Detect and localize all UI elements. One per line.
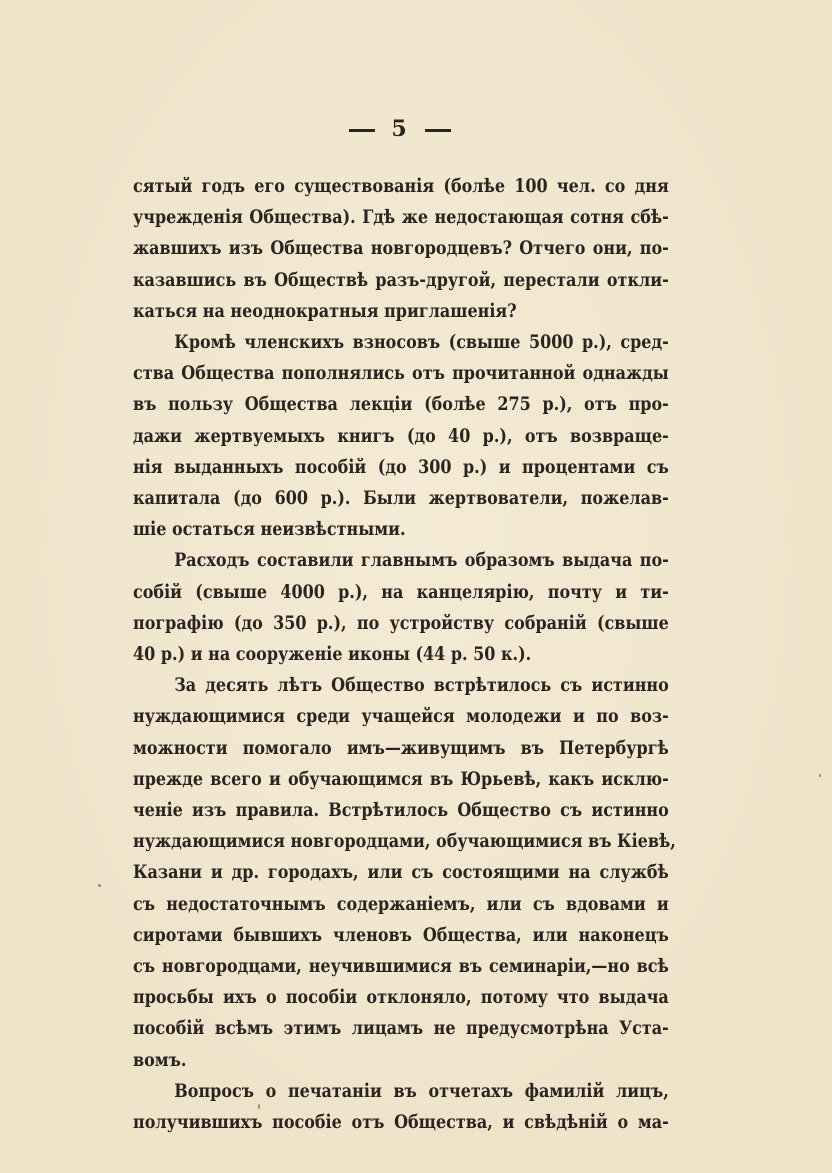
page-number-header <box>0 116 800 142</box>
text-line: нуждающимися новгородцами, обучающимися въ Кіевѣ, <box>133 831 676 853</box>
text-line: ченіе изъ правила. Встрѣтилось Общество съ истинно <box>133 800 669 822</box>
text-line: съ новгородцами, неучившимися въ семинаріи,—но всѣ <box>133 956 669 978</box>
text-line: каться на неоднократныя приглашенія? <box>133 300 517 322</box>
text-line: вомъ. <box>133 1049 187 1071</box>
right-dash <box>425 129 451 132</box>
paper-speck <box>258 1104 260 1109</box>
paragraph-3 <box>133 545 669 670</box>
paragraph-4 <box>133 670 676 1076</box>
page-number: 5 <box>391 116 409 142</box>
text-line: учрежденія Общества). Гдѣ же недостающая сотня сбѣ- <box>133 207 669 229</box>
text-line: Расходъ составили главнымъ образомъ выдача по- <box>174 550 669 572</box>
text-line: сятый годъ его существованія (болѣе 100 чел. со дня <box>133 176 669 197</box>
paragraph-2 <box>133 327 669 545</box>
text-line: капитала (до 600 р.). Были жертвователи, пожелав- <box>133 488 669 510</box>
text-line: пособій всѣмъ этимъ лицамъ не предусмотрѣна Уста- <box>133 1018 669 1040</box>
text-line: 40 р.) и на сооруженіе иконы (44 р. 50 к.). <box>133 644 532 666</box>
body-text <box>133 171 676 1138</box>
text-line: жавшихъ изъ Общества новгородцевъ? Отчего они, по- <box>133 238 669 260</box>
text-line: получившихъ пособіе отъ Общества, и свѣдѣній о ма- <box>133 1112 669 1134</box>
text-line: нія выданныхъ пособій (до 300 р.) и процентами съ <box>133 456 669 478</box>
text-line: сиротами бывшихъ членовъ Общества, или наконецъ <box>133 924 669 946</box>
text-line: прежде всего и обучающимся въ Юрьевѣ, какъ исклю- <box>133 768 669 790</box>
text-line: въ пользу Общества лекціи (болѣе 275 р.), отъ про- <box>133 394 669 416</box>
paragraph-1 <box>133 171 669 327</box>
text-line: собій (свыше 4000 р.), на канцелярію, почту и ти- <box>133 581 669 603</box>
paper-speck <box>819 774 821 777</box>
text-line: дажи жертвуемыхъ книгъ (до 40 р.), отъ возвраще- <box>133 425 669 447</box>
text-line: Казани и др. городахъ, или съ состоящими на службѣ <box>133 862 669 884</box>
paragraph-5 <box>133 1076 669 1138</box>
text-line: можности помогало имъ—живущимъ въ Петербургѣ <box>133 737 669 759</box>
left-dash <box>349 129 375 132</box>
text-line: ства Общества пополнялись отъ прочитанной однажды <box>133 363 669 385</box>
text-line: съ недостаточнымъ содержаніемъ, или съ вдовами и <box>133 893 669 915</box>
text-line: нуждающимися среди учащейся молодежи и по воз- <box>133 706 669 728</box>
text-line: просьбы ихъ о пособіи отклоняло, потому что выдача <box>133 987 669 1009</box>
text-line: казавшись въ Обществѣ разъ-другой, перестали откли- <box>133 269 669 291</box>
text-line: пографію (до 350 р.), по устройству собраній (свыше <box>133 612 669 634</box>
text-line: За десять лѣтъ Общество встрѣтилось съ истинно <box>174 675 669 697</box>
paper-speck <box>98 884 101 887</box>
text-line: Вопросъ о печатаніи въ отчетахъ фамилій лицъ, <box>174 1080 669 1102</box>
text-line: шіе остаться неизвѣстными. <box>133 519 406 541</box>
text-line: Кромѣ членскихъ взносовъ (свыше 5000 р.), сред- <box>174 332 669 354</box>
